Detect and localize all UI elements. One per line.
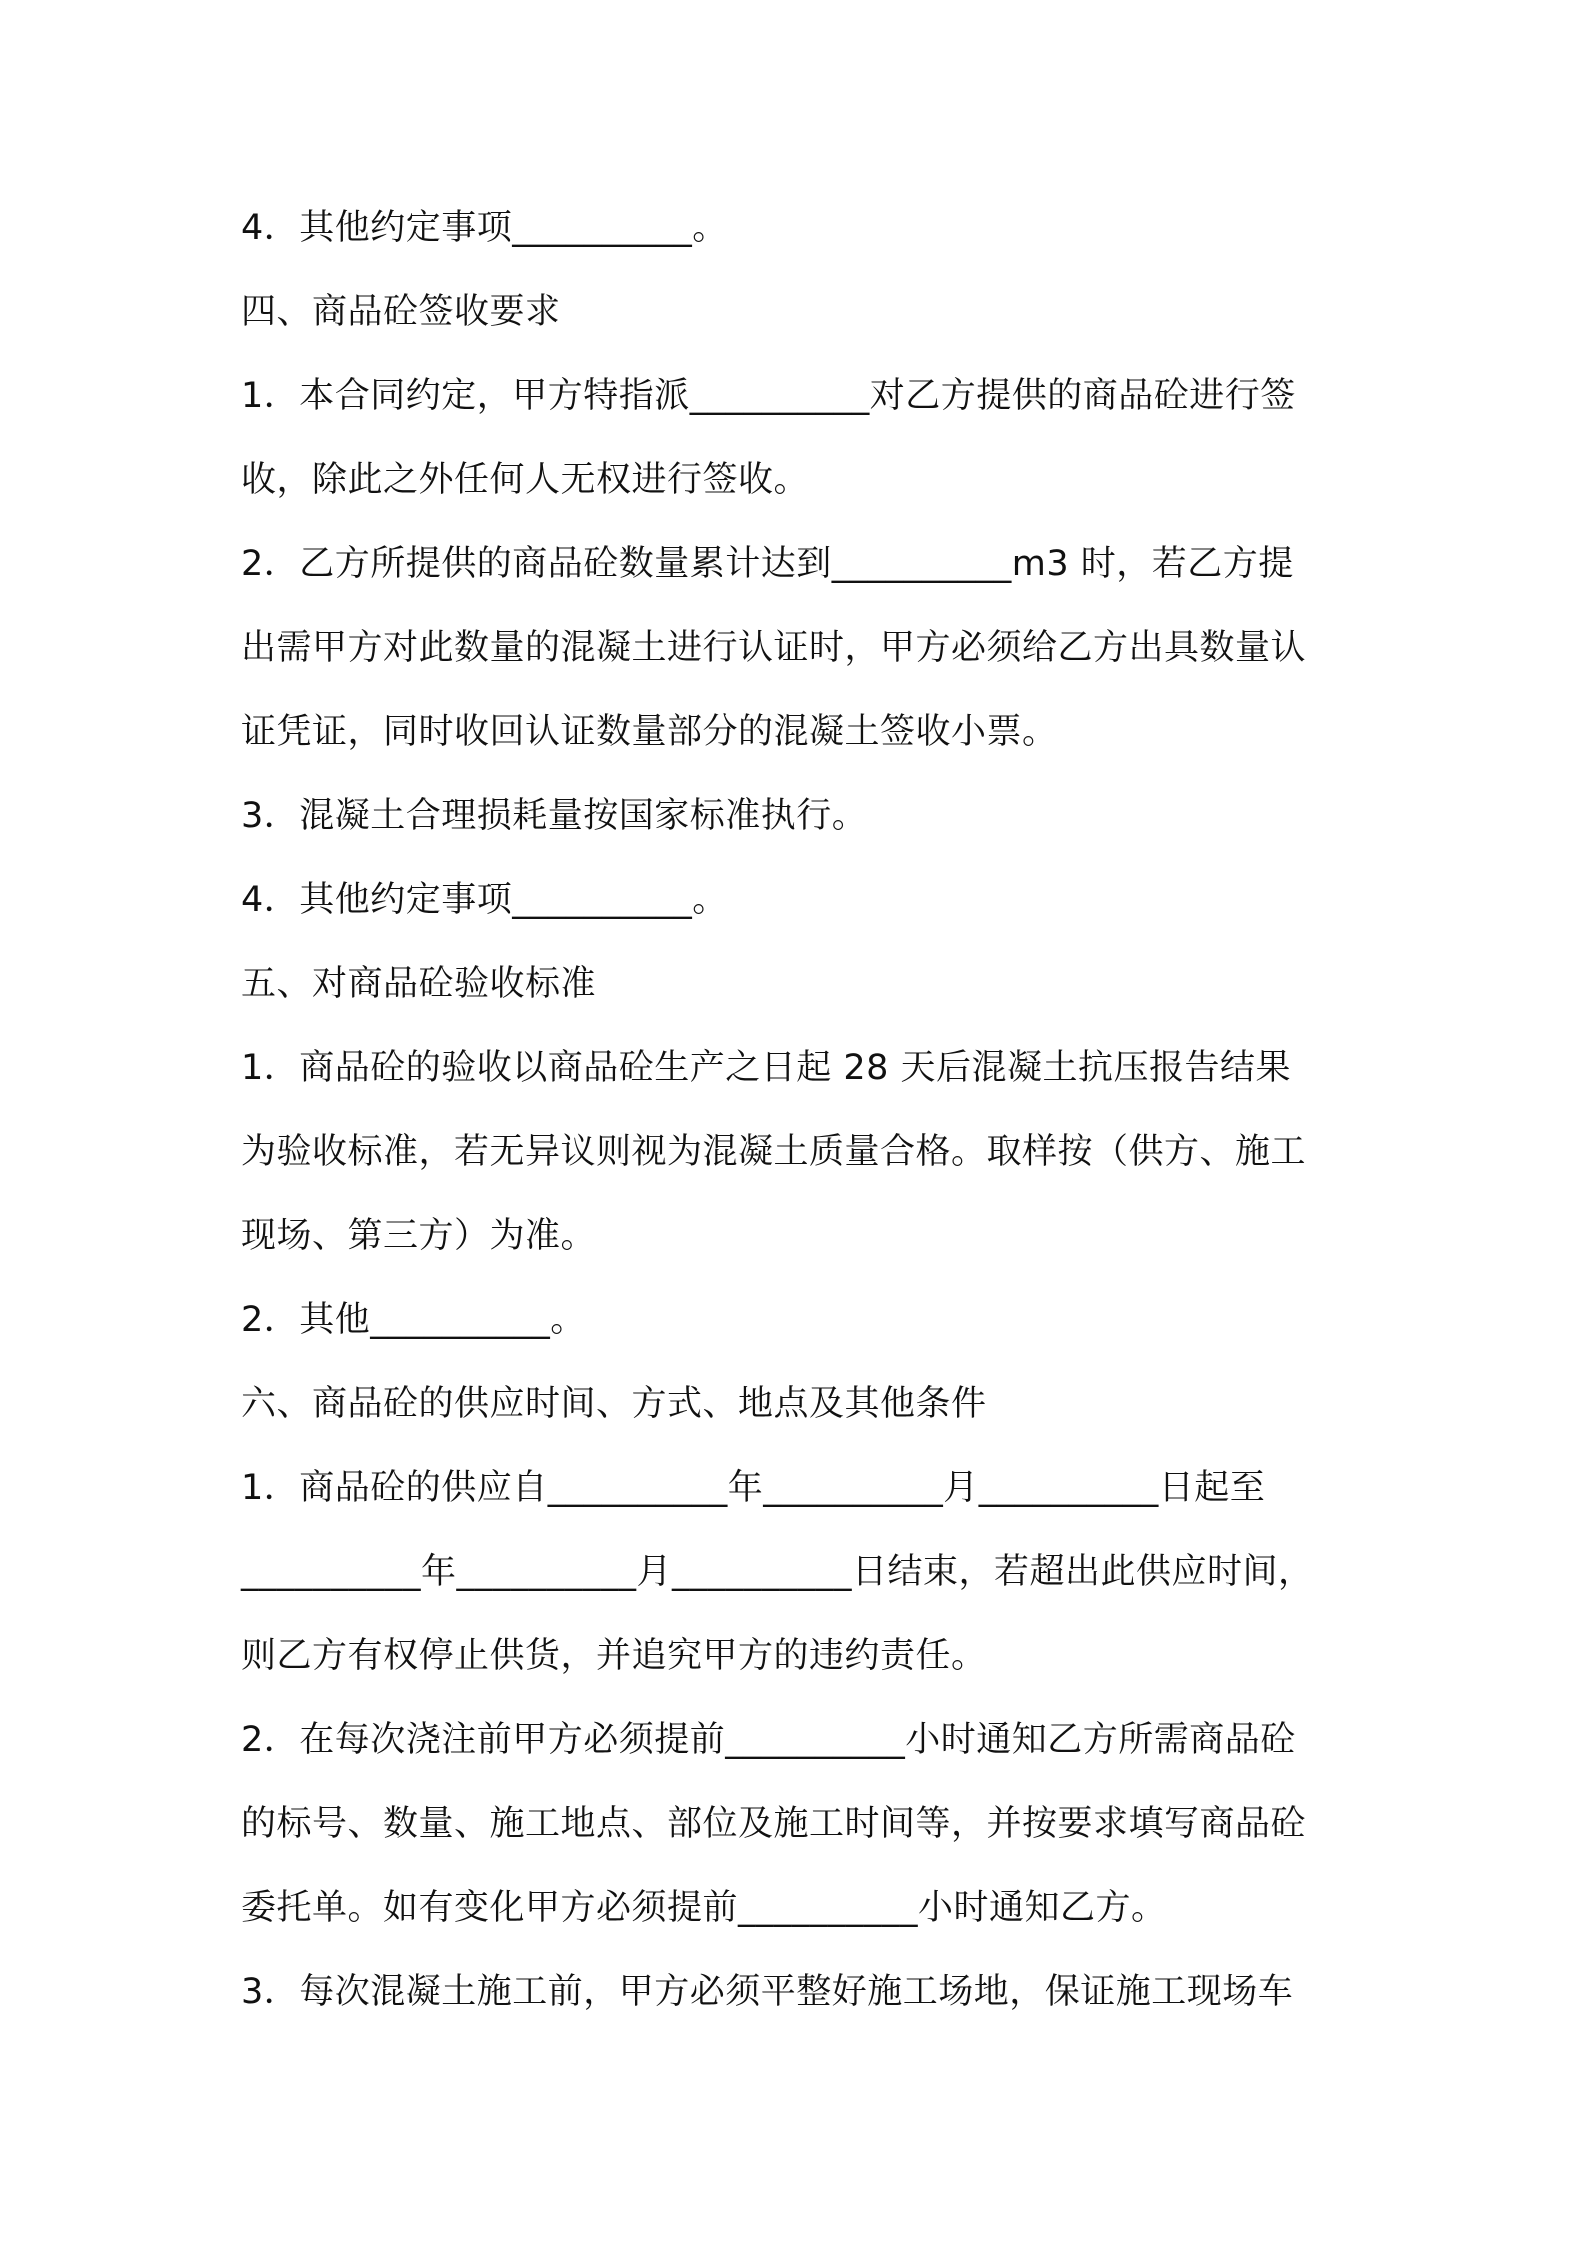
section-5-clause-1-line-1: 1．商品砼的验收以商品砼生产之日起 28 天后混凝土抗压报告结果 xyxy=(241,1048,1292,1088)
section-5-heading: 五、对商品砼验收标准 xyxy=(241,964,597,1004)
section-6-clause-2-line-3: 委托单。如有变化甲方必须提前__________小时通知乙方。 xyxy=(241,1888,1167,1928)
section-6-clause-2-line-1: 2．在每次浇注前甲方必须提前__________小时通知乙方所需商品砼 xyxy=(241,1720,1296,1760)
clause-1-line-1: 1．本合同约定，甲方特指派__________对乙方提供的商品砼进行签 xyxy=(241,376,1296,416)
clause-2-line-1: 2．乙方所提供的商品砼数量累计达到__________m3 时，若乙方提 xyxy=(241,544,1294,584)
section-6-clause-2-line-2: 的标号、数量、施工地点、部位及施工时间等，并按要求填写商品砼 xyxy=(241,1804,1307,1844)
clause-2-line-2: 出需甲方对此数量的混凝土进行认证时，甲方必须给乙方出具数量认 xyxy=(241,628,1307,668)
clause-4: 4．其他约定事项__________。 xyxy=(241,880,728,920)
section-5-clause-1-line-2: 为验收标准，若无异议则视为混凝土质量合格。取样按（供方、施工 xyxy=(241,1132,1307,1172)
section-5-clause-2: 2．其他__________。 xyxy=(241,1300,586,1340)
section-6-clause-3-line-1: 3．每次混凝土施工前，甲方必须平整好施工场地，保证施工现场车 xyxy=(241,1972,1294,2012)
section-5-clause-1-line-3: 现场、第三方）为准。 xyxy=(241,1216,597,1256)
section-6-clause-1-line-3: 则乙方有权停止供货，并追究甲方的违约责任。 xyxy=(241,1636,987,1676)
section-6-clause-1-line-1: 1．商品砼的供应自__________年__________月__________日起至 xyxy=(241,1468,1266,1508)
section-4-heading: 四、商品砼签收要求 xyxy=(241,292,561,332)
clause-2-line-3: 证凭证，同时收回认证数量部分的混凝土签收小票。 xyxy=(241,712,1058,752)
section-6-heading: 六、商品砼的供应时间、方式、地点及其他条件 xyxy=(241,1384,987,1424)
clause-3: 3．混凝土合理损耗量按国家标准执行。 xyxy=(241,796,868,836)
section-6-clause-1-line-2: __________年__________月__________日结束，若超出此供应时间， xyxy=(241,1552,1314,1592)
clause-1-line-2: 收，除此之外任何人无权进行签收。 xyxy=(241,460,810,500)
clause-4-other-items: 4．其他约定事项__________。 xyxy=(241,208,728,248)
